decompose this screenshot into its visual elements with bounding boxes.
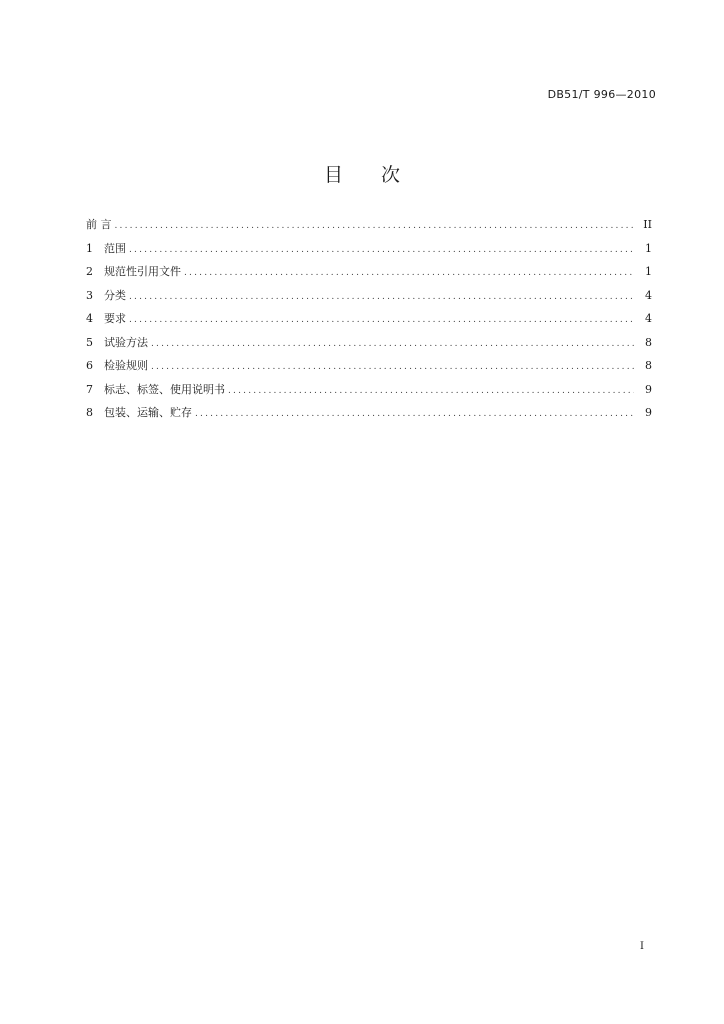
toc-entry-page: 9 (645, 382, 652, 396)
toc-leader-dots (228, 384, 634, 398)
toc-entry-number: 4 (86, 312, 93, 325)
toc-entry-foreword[interactable] (86, 218, 652, 242)
toc-entry-inspection-rules[interactable] (86, 359, 652, 383)
toc-entry-number: 2 (86, 265, 93, 278)
toc-entry-label: 前 言 (86, 218, 112, 231)
toc-entry-page: 8 (645, 335, 652, 349)
toc-entry-label: 试验方法 (104, 335, 148, 349)
toc-leader-dots (129, 290, 634, 304)
toc-entry-number: 3 (86, 288, 93, 302)
toc-entry-label: 包装、运输、贮存 (104, 406, 192, 419)
table-of-contents (86, 218, 652, 430)
toc-entry-label: 检验规则 (104, 359, 148, 372)
toc-leader-dots (129, 313, 634, 327)
toc-leader-dots (184, 266, 634, 280)
toc-entry-label: 规范性引用文件 (104, 265, 181, 278)
toc-entry-page: 4 (645, 288, 652, 302)
toc-leader-dots (195, 407, 634, 421)
toc-entry-label: 分类 (104, 288, 126, 302)
toc-entry-label: 范围 (104, 241, 126, 255)
toc-leader-dots (151, 360, 634, 374)
toc-entry-page: 1 (645, 265, 652, 278)
toc-entry-normative-references[interactable] (86, 265, 652, 289)
toc-leader-dots (151, 337, 634, 351)
toc-entry-test-methods[interactable] (86, 336, 652, 360)
toc-entry-scope[interactable] (86, 242, 652, 266)
toc-entry-page: 1 (645, 241, 652, 255)
document-code: DB51/T 996—2010 (547, 88, 656, 101)
page-number: I (640, 941, 644, 952)
toc-entry-page: 9 (645, 406, 652, 419)
toc-entry-page: II (643, 218, 652, 231)
page-title (0, 160, 724, 187)
toc-entry-marking-labeling[interactable] (86, 383, 652, 407)
toc-entry-label: 要求 (104, 312, 126, 325)
toc-leader-dots (129, 243, 634, 257)
toc-leader-dots (115, 219, 635, 233)
toc-entry-number: 7 (86, 382, 93, 396)
toc-entry-classification[interactable] (86, 289, 652, 313)
title-char-1: 目 (323, 164, 343, 186)
toc-entry-page: 4 (645, 312, 652, 325)
title-char-2: 次 (381, 164, 401, 186)
toc-entry-requirements[interactable] (86, 312, 652, 336)
toc-entry-number: 1 (86, 241, 93, 255)
toc-entry-label: 标志、标签、使用说明书 (104, 382, 225, 396)
toc-entry-number: 5 (86, 335, 93, 349)
toc-entry-number: 6 (86, 359, 93, 372)
toc-entry-number: 8 (86, 406, 93, 419)
toc-entry-page: 8 (645, 359, 652, 372)
toc-entry-packaging-transport-storage[interactable] (86, 406, 652, 430)
